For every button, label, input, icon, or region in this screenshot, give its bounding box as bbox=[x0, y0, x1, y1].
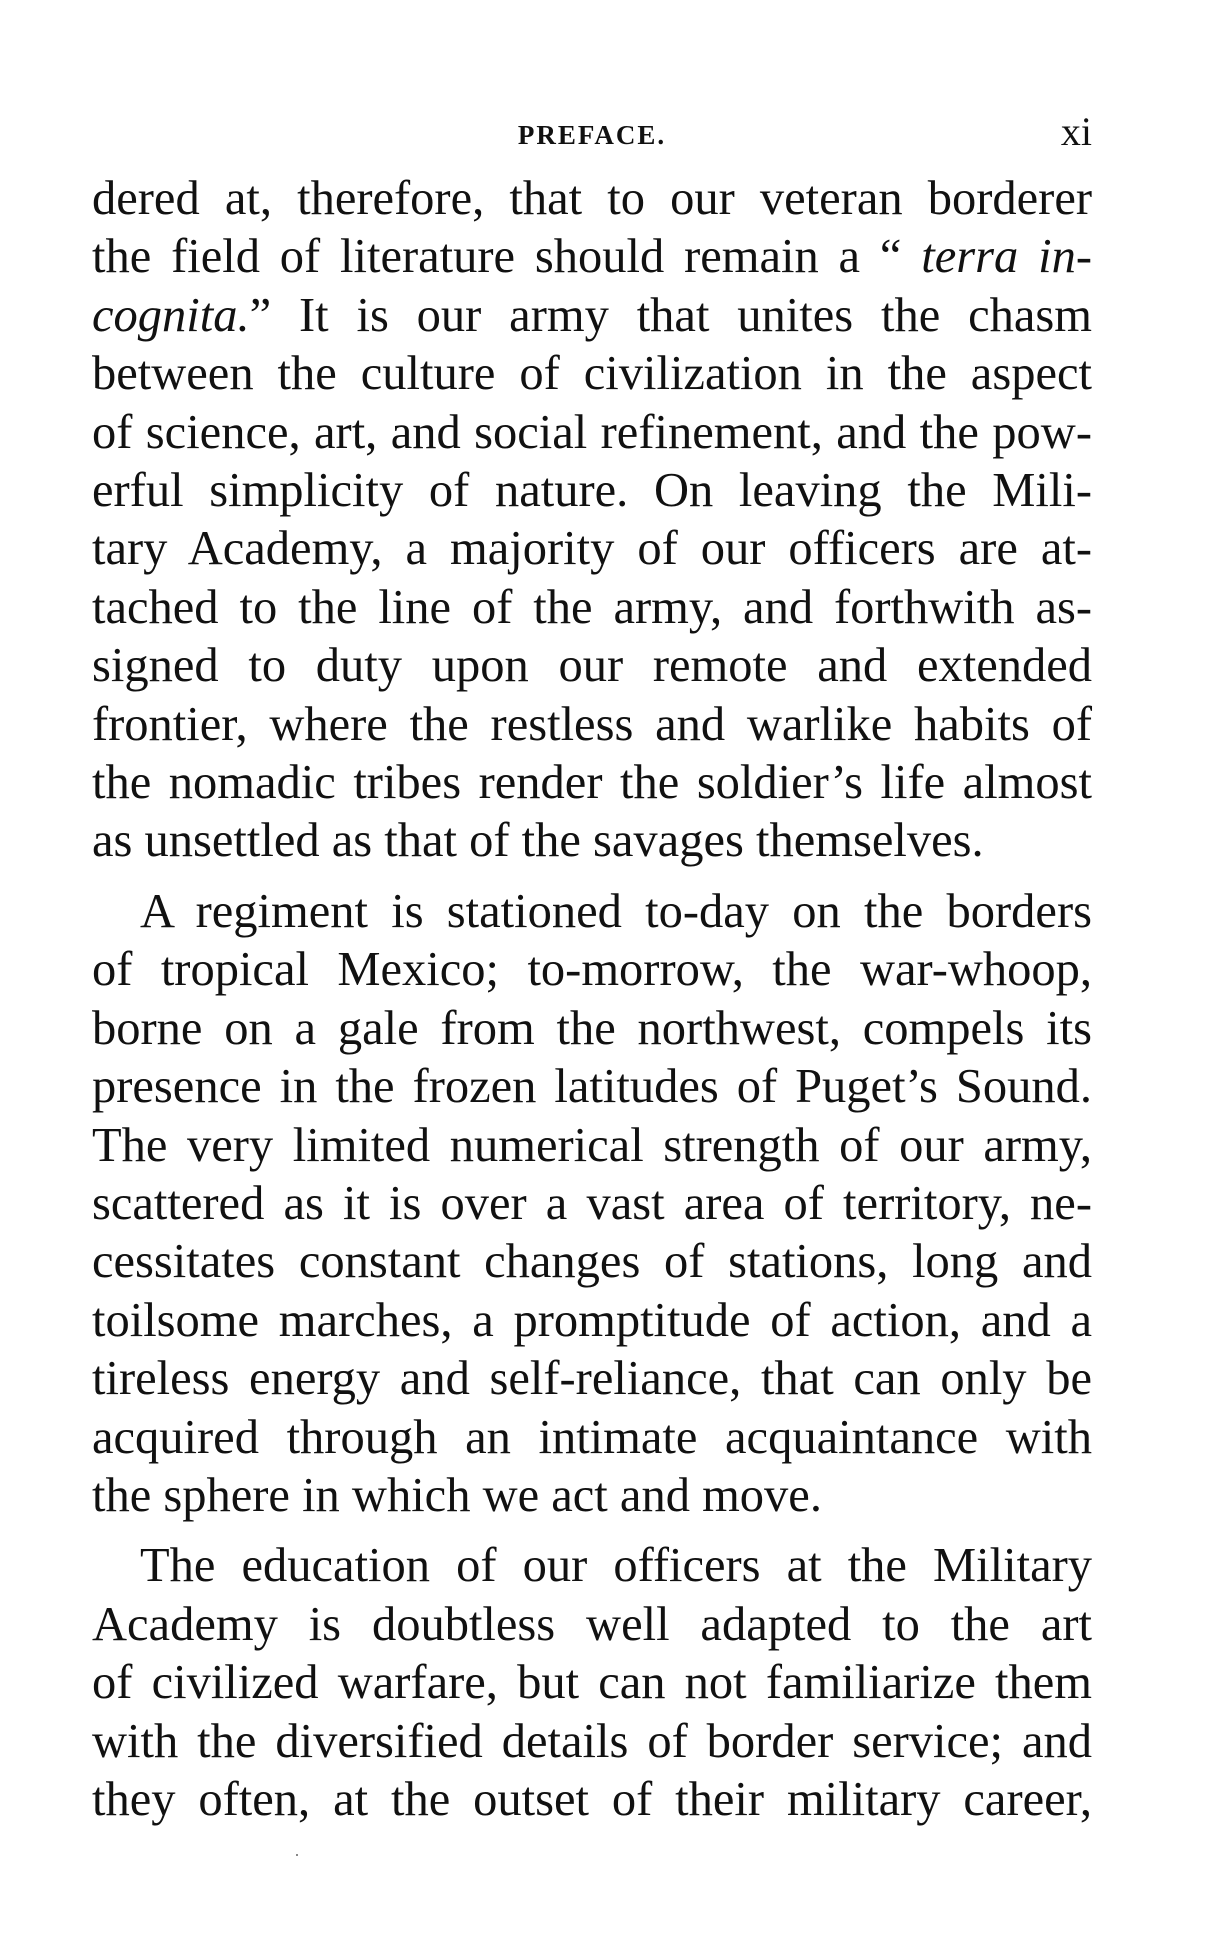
text-line-incognita-cont bbox=[92, 287, 1092, 345]
paragraph-gap bbox=[92, 1525, 1092, 1537]
text-line: frontier, where the restless and warlike habits of bbox=[92, 697, 1092, 751]
page-number: xi bbox=[1060, 109, 1092, 154]
text-line: signed to duty upon our remote and extended bbox=[92, 639, 1092, 693]
text-line: they often, at the outset of their military career, bbox=[92, 1772, 1092, 1826]
text-line: the sphere in which we act and move. bbox=[92, 1468, 822, 1522]
text-line: with the diversified details of border service; and bbox=[92, 1714, 1092, 1768]
italic-phrase: cognita. bbox=[92, 288, 250, 342]
paragraph-1 bbox=[92, 170, 1092, 871]
text-line: of science, art, and social refinement, and the pow- bbox=[92, 405, 1092, 459]
text-fragment: the field of literature should remain a “ bbox=[92, 230, 922, 284]
text-line: presence in the frozen latitudes of Puget’s Sound. bbox=[92, 1060, 1092, 1114]
text-line: The education of our officers at the Military bbox=[140, 1539, 1092, 1593]
book-page bbox=[92, 100, 1092, 1829]
running-head: PREFACE. bbox=[517, 120, 667, 150]
text-line: dered at, therefore, that to our veteran borderer bbox=[92, 172, 1092, 225]
italic-phrase: terra in- bbox=[921, 230, 1092, 284]
text-line: tached to the line of the army, and forthwith as- bbox=[92, 580, 1092, 634]
text-line: Academy is doubtless well adapted to the art bbox=[92, 1597, 1092, 1651]
text-line: of civilized warfare, but can not familiarize them bbox=[92, 1656, 1092, 1710]
text-line: tireless energy and self-reliance, that can only be bbox=[92, 1352, 1092, 1406]
text-line: borne on a gale from the northwest, compels its bbox=[92, 1001, 1092, 1055]
text-line: erful simplicity of nature. On leaving the Mili- bbox=[92, 464, 1092, 518]
paragraph-3 bbox=[92, 1537, 1092, 1829]
text-line: A regiment is stationed to-day on the borders bbox=[140, 884, 1092, 938]
print-speck bbox=[296, 1854, 298, 1856]
text-line: The very limited numerical strength of our army, bbox=[92, 1118, 1092, 1172]
text-line: scattered as it is over a vast area of territory, ne- bbox=[92, 1176, 1092, 1230]
text-line-terra-incognita bbox=[92, 228, 1092, 286]
text-line: between the culture of civilization in the aspect bbox=[92, 347, 1092, 401]
text-line: as unsettled as that of the savages themselves. bbox=[92, 814, 984, 868]
paragraph-gap bbox=[92, 871, 1092, 883]
text-line: the nomadic tribes render the soldier’s life almost bbox=[92, 756, 1092, 810]
text-line: of tropical Mexico; to-morrow, the war-whoop, bbox=[92, 943, 1092, 997]
paragraph-2 bbox=[92, 883, 1092, 1525]
text-line: toilsome marches, a promptitude of action, and a bbox=[92, 1293, 1092, 1347]
text-line: tary Academy, a majority of our officers are at- bbox=[92, 522, 1092, 576]
text-fragment: ” It is our army that unites the chasm bbox=[249, 288, 1092, 342]
text-line: acquired through an intimate acquaintance with bbox=[92, 1410, 1092, 1464]
text-line: cessitates constant changes of stations, long and bbox=[92, 1235, 1092, 1289]
page-header bbox=[92, 100, 1092, 170]
